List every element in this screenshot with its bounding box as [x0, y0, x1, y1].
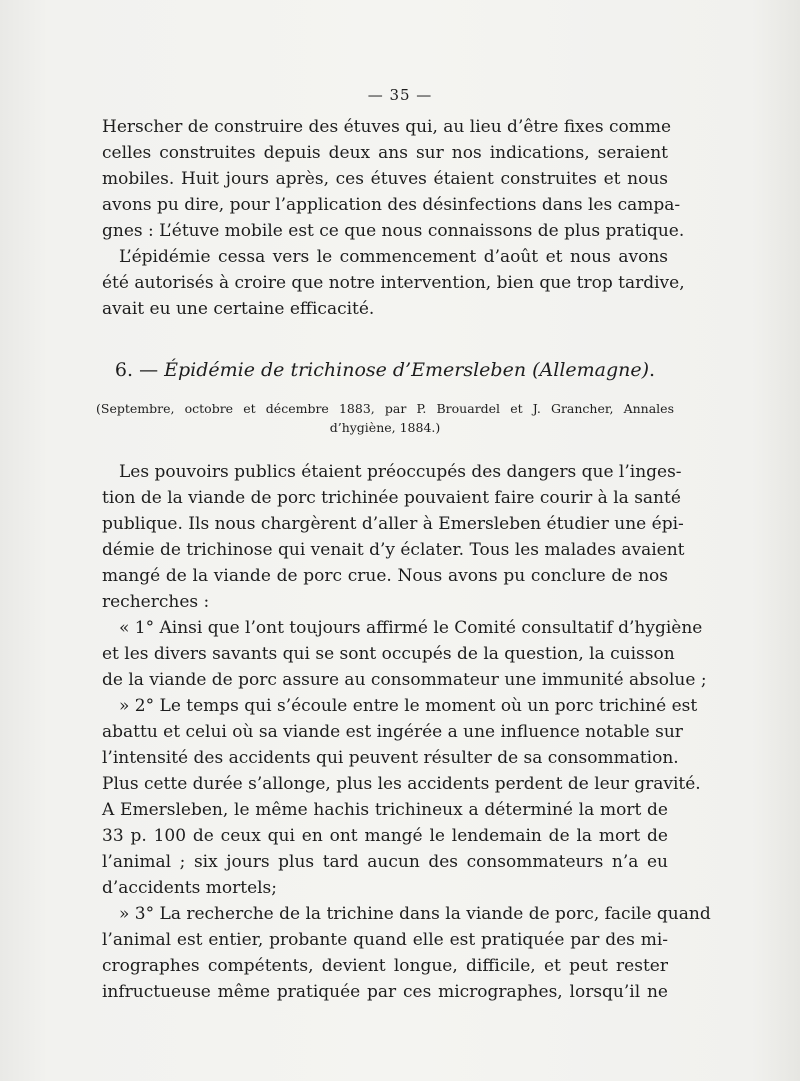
text-line: publique. Ils nous chargèrent d’aller à Emersleben étudier une épi- — [102, 514, 684, 534]
text-line: l’intensité des accidents qui peuvent résulter de sa consommation. — [102, 748, 679, 768]
text-line: 33 p. 100 de ceux qui en ont mangé le lendemain de la mort de — [102, 826, 668, 846]
source-line: d’hygiène, 1884.) — [329, 420, 441, 435]
text-line: mangé de la viande de porc crue. Nous avons pu conclure de nos — [102, 566, 668, 586]
text-line: été autorisés à croire que notre intervention, bien que trop tardive, — [102, 273, 685, 293]
text-line: avons pu dire, pour l’application des désinfections dans les campa- — [102, 195, 681, 215]
source-line: (Septembre, octobre et décembre 1883, par P. Brouardel et J. Grancher, Annales — [96, 401, 674, 416]
section-heading — [102, 356, 668, 384]
section-number: 6. — — [114, 359, 159, 381]
page-number: — 35 — — [367, 86, 433, 104]
text-line: Les pouvoirs publics étaient préoccupés des dangers que l’inges- — [119, 462, 682, 482]
text-line: avait eu une certaine efficacité. — [102, 299, 375, 319]
section-period: . — [649, 359, 656, 381]
text-line: » 3° La recherche de la trichine dans la viande de porc, facile quand — [119, 904, 711, 924]
paragraph-continuation — [102, 114, 685, 322]
text-line: « 1° Ainsi que l’ont toujours affirmé le Comité consultatif d’hygiène — [119, 618, 703, 638]
section-body — [102, 459, 711, 1005]
section-source — [96, 399, 674, 437]
text-line: abattu et celui où sa viande est ingérée a une influence notable sur — [102, 722, 683, 742]
text-line: L’épidémie cessa vers le commencement d’août et nous avons — [119, 247, 668, 267]
text-line: » 2° Le temps qui s’écoule entre le moment où un porc trichiné est — [119, 696, 698, 716]
text-line: d’accidents mortels; — [102, 878, 278, 898]
section-country: (Allemagne) — [532, 359, 650, 381]
text-line: Plus cette durée s’allonge, plus les accidents perdent de leur gravité. — [102, 774, 701, 794]
text-line: celles construites depuis deux ans sur nos indications, seraient — [102, 143, 668, 163]
text-line: infructueuse même pratiquée par ces micrographes, lorsqu’il ne — [102, 982, 668, 1002]
section-title: Épidémie de trichinose d’Emersleben — [164, 359, 527, 381]
text-line: de la viande de porc assure au consommateur une immunité absolue ; — [102, 670, 707, 690]
text-line: A Emersleben, le même hachis trichineux a déterminé la mort de — [102, 800, 668, 820]
text-line: mobiles. Huit jours après, ces étuves étaient construites et nous — [102, 169, 668, 189]
text-line: recherches : — [102, 592, 210, 612]
text-line: crographes compétents, devient longue, difficile, et peut rester — [102, 956, 668, 976]
text-line: tion de la viande de porc trichinée pouvaient faire courir à la santé — [102, 488, 681, 508]
text-line: l’animal est entier, probante quand elle est pratiquée par des mi- — [102, 930, 668, 950]
text-line: gnes : L’étuve mobile est ce que nous connaissons de plus pratique. — [102, 221, 685, 241]
text-line: démie de trichinose qui venait d’y éclater. Tous les malades avaient — [102, 540, 685, 560]
text-line: l’animal ; six jours plus tard aucun des consommateurs n’a eu — [102, 852, 668, 872]
text-line: Herscher de construire des étuves qui, au lieu d’être fixes comme — [102, 117, 672, 137]
text-line: et les divers savants qui se sont occupés de la question, la cuisson — [102, 644, 675, 664]
